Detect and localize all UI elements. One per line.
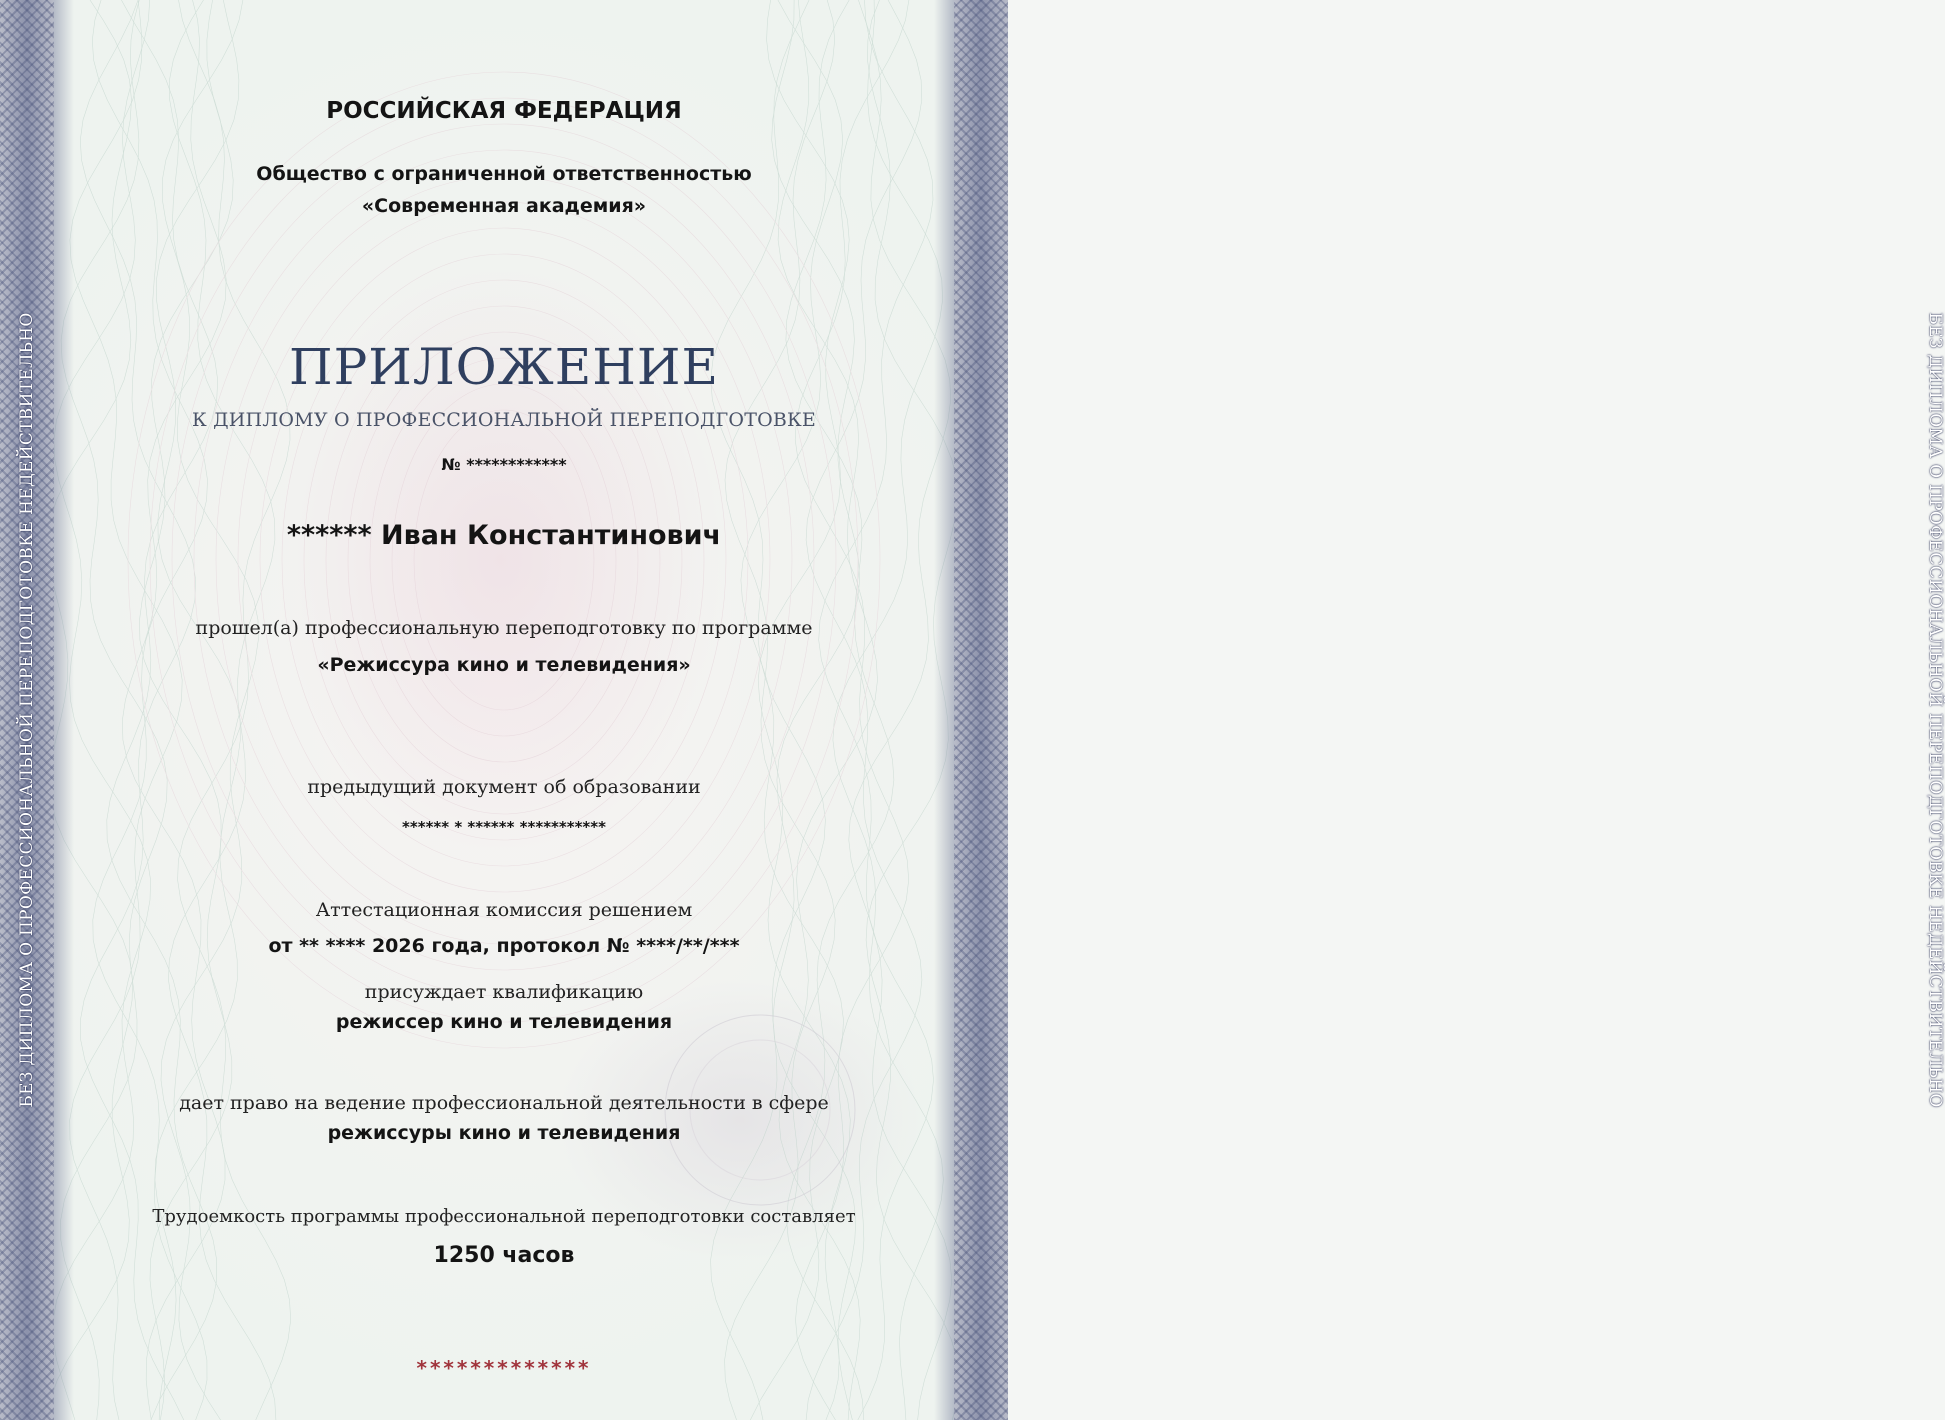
labor-intensity-text: Трудоемкость программы профессиональной переподготовки составляет — [152, 1206, 856, 1227]
commission-text: Аттестационная комиссия решением — [315, 899, 693, 921]
activity-right-text: дает право на ведение профессиональной деятельности в сфере — [179, 1092, 829, 1114]
program-name: «Режиссура кино и телевидения» — [317, 654, 691, 676]
organization-line-2: «Современная академия» — [361, 195, 647, 217]
country-heading: РОССИЙСКАЯ ФЕДЕРАЦИЯ — [326, 98, 682, 124]
serial-number: ************* — [416, 1356, 592, 1380]
right-border-text: БЕЗ ДИПЛОМА О ПРОФЕССИОНАЛЬНОЙ ПЕРЕПОДГОТОВКЕ НЕДЕЙСТВИТЕЛЬНО — [1925, 312, 1945, 1108]
previous-document-label: предыдущий документ об образовании — [307, 776, 701, 798]
right-security-border — [954, 0, 1945, 1420]
decision-date-protocol: от ** **** 2026 года, протокол № ****/**/*** — [268, 935, 740, 957]
qualification-name: режиссер кино и телевидения — [335, 1011, 673, 1033]
left-security-border — [0, 0, 54, 1420]
activity-field: режиссуры кино и телевидения — [327, 1122, 681, 1144]
recipient-full-name: ****** Иван Константинович — [286, 520, 722, 551]
document-title: ПРИЛОЖЕНИЕ — [289, 338, 719, 396]
organization-line-1: Общество с ограниченной ответственностью — [256, 163, 752, 185]
left-border-text: БЕЗ ДИПЛОМА О ПРОФЕССИОНАЛЬНОЙ ПЕРЕПОДГОТОВКЕ НЕДЕЙСТВИТЕЛЬНО — [17, 312, 37, 1108]
awards-qualification-text: присуждает квалификацию — [364, 981, 644, 1003]
document-subtitle: К ДИПЛОМУ О ПРОФЕССИОНАЛЬНОЙ ПЕРЕПОДГОТОВКЕ — [192, 409, 816, 431]
program-hours: 1250 часов — [433, 1243, 575, 1268]
passed-training-text: прошел(а) профессиональную переподготовку по программе — [195, 617, 813, 639]
document-number: № ************ — [441, 455, 567, 474]
previous-document-value: ****** * ****** *********** — [402, 818, 606, 836]
